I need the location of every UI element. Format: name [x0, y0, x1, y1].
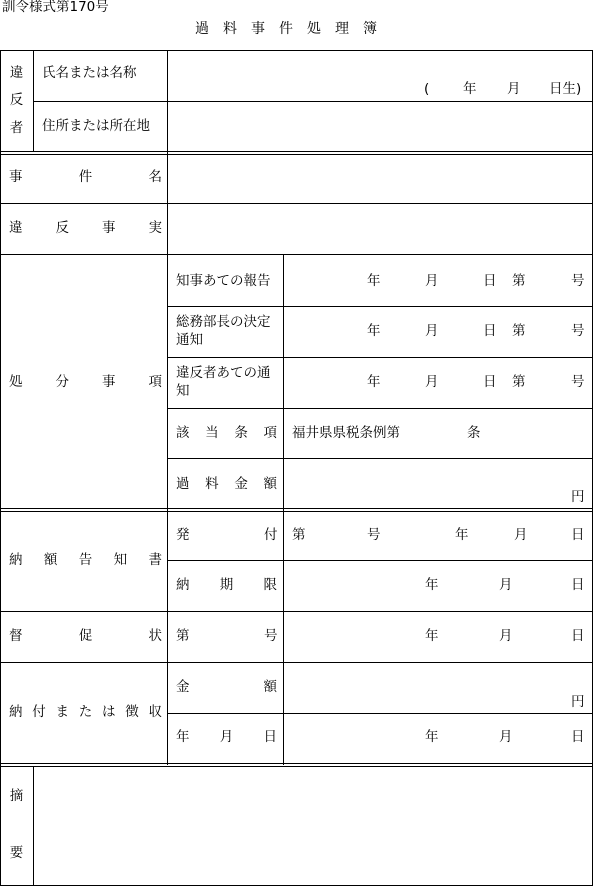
reminder-year: 年 — [425, 628, 439, 644]
issue-day: 日 — [571, 527, 585, 543]
deadline-year: 年 — [425, 577, 439, 593]
collection-year: 年 — [425, 729, 439, 745]
governor-report-no-prefix: 第 — [512, 273, 526, 289]
governor-report-label: 知事あての報告 — [176, 273, 271, 289]
issue-no-suffix: 号 — [367, 527, 381, 543]
collection-yen: 円 — [571, 694, 585, 710]
fine-yen: 円 — [571, 489, 585, 505]
birth-year: 年 — [463, 81, 477, 97]
violation-fact-field[interactable] — [168, 204, 592, 254]
affairs-decision-no-prefix: 第 — [512, 323, 526, 339]
address-field[interactable] — [168, 102, 592, 151]
governor-report-month: 月 — [425, 273, 439, 289]
ordinance-text: 福井県県税条例第 — [292, 425, 400, 441]
deadline-label: 納 期 限 — [176, 577, 277, 593]
collection-day: 日 — [571, 729, 585, 745]
reminder-no-suffix: 号 — [264, 628, 278, 644]
collection-date-label: 年 月 日 — [176, 729, 277, 745]
governor-report-day: 日 — [483, 273, 497, 289]
form-number: 訓令様式第170号 — [2, 0, 109, 15]
payment-notice-label: 納 額 告 知 書 — [9, 552, 162, 568]
violator-label: 違 反 者 — [9, 65, 24, 136]
reminder-label: 督 促 状 — [9, 628, 162, 644]
affairs-decision-label-line1: 総務部長の決定 — [176, 314, 271, 330]
affairs-decision-day: 日 — [483, 323, 497, 339]
collection-label: 納 付 ま た は 徴 収 — [9, 704, 162, 720]
reminder-month: 月 — [499, 628, 513, 644]
violator-notice-month: 月 — [425, 374, 439, 390]
governor-report-year: 年 — [367, 273, 381, 289]
governor-report-no-suffix: 号 — [571, 273, 585, 289]
issue-month: 月 — [514, 527, 528, 543]
name-label: 氏名または名称 — [42, 65, 137, 81]
affairs-decision-year: 年 — [367, 323, 381, 339]
violator-notice-year: 年 — [367, 374, 381, 390]
affairs-decision-label-line2: 通知 — [176, 332, 203, 348]
violator-notice-no-suffix: 号 — [571, 374, 585, 390]
violator-notice-label-line2: 知 — [176, 383, 190, 399]
case-name-label: 事 件 名 — [9, 169, 162, 185]
violation-fact-label: 違 反 事 実 — [9, 220, 162, 236]
issue-label-b: 付 — [264, 527, 278, 543]
fine-amount-label: 過 料 金 額 — [176, 476, 277, 492]
birth-open-paren: ( — [424, 81, 430, 97]
violator-notice-no-prefix: 第 — [512, 374, 526, 390]
article-suffix: 条 — [467, 425, 481, 441]
affairs-decision-no-suffix: 号 — [571, 323, 585, 339]
issue-label-a: 発 — [176, 527, 190, 543]
case-name-field[interactable] — [168, 155, 592, 203]
birth-day: 日生) — [549, 81, 582, 97]
reminder-no-prefix: 第 — [176, 628, 190, 644]
remarks-label: 摘 要 — [9, 788, 24, 861]
affairs-decision-month: 月 — [425, 323, 439, 339]
issue-year: 年 — [455, 527, 469, 543]
applicable-clause-label: 該 当 条 項 — [176, 425, 277, 441]
deadline-month: 月 — [499, 577, 513, 593]
collection-amount-label: 金 額 — [176, 679, 277, 695]
reminder-day: 日 — [571, 628, 585, 644]
issue-no-prefix: 第 — [292, 527, 306, 543]
fine-amount-field[interactable] — [284, 459, 592, 508]
birth-month: 月 — [507, 81, 521, 97]
disposition-label: 処 分 事 項 — [9, 374, 162, 390]
name-field[interactable] — [168, 51, 592, 101]
deadline-day: 日 — [571, 577, 585, 593]
violator-notice-day: 日 — [483, 374, 497, 390]
remarks-field[interactable] — [34, 767, 592, 885]
address-label: 住所または所在地 — [42, 118, 150, 134]
page-title: 過 料 事 件 処 理 簿 — [195, 21, 377, 37]
collection-month: 月 — [499, 729, 513, 745]
violator-notice-label-line1: 違反者あての通 — [176, 365, 271, 381]
